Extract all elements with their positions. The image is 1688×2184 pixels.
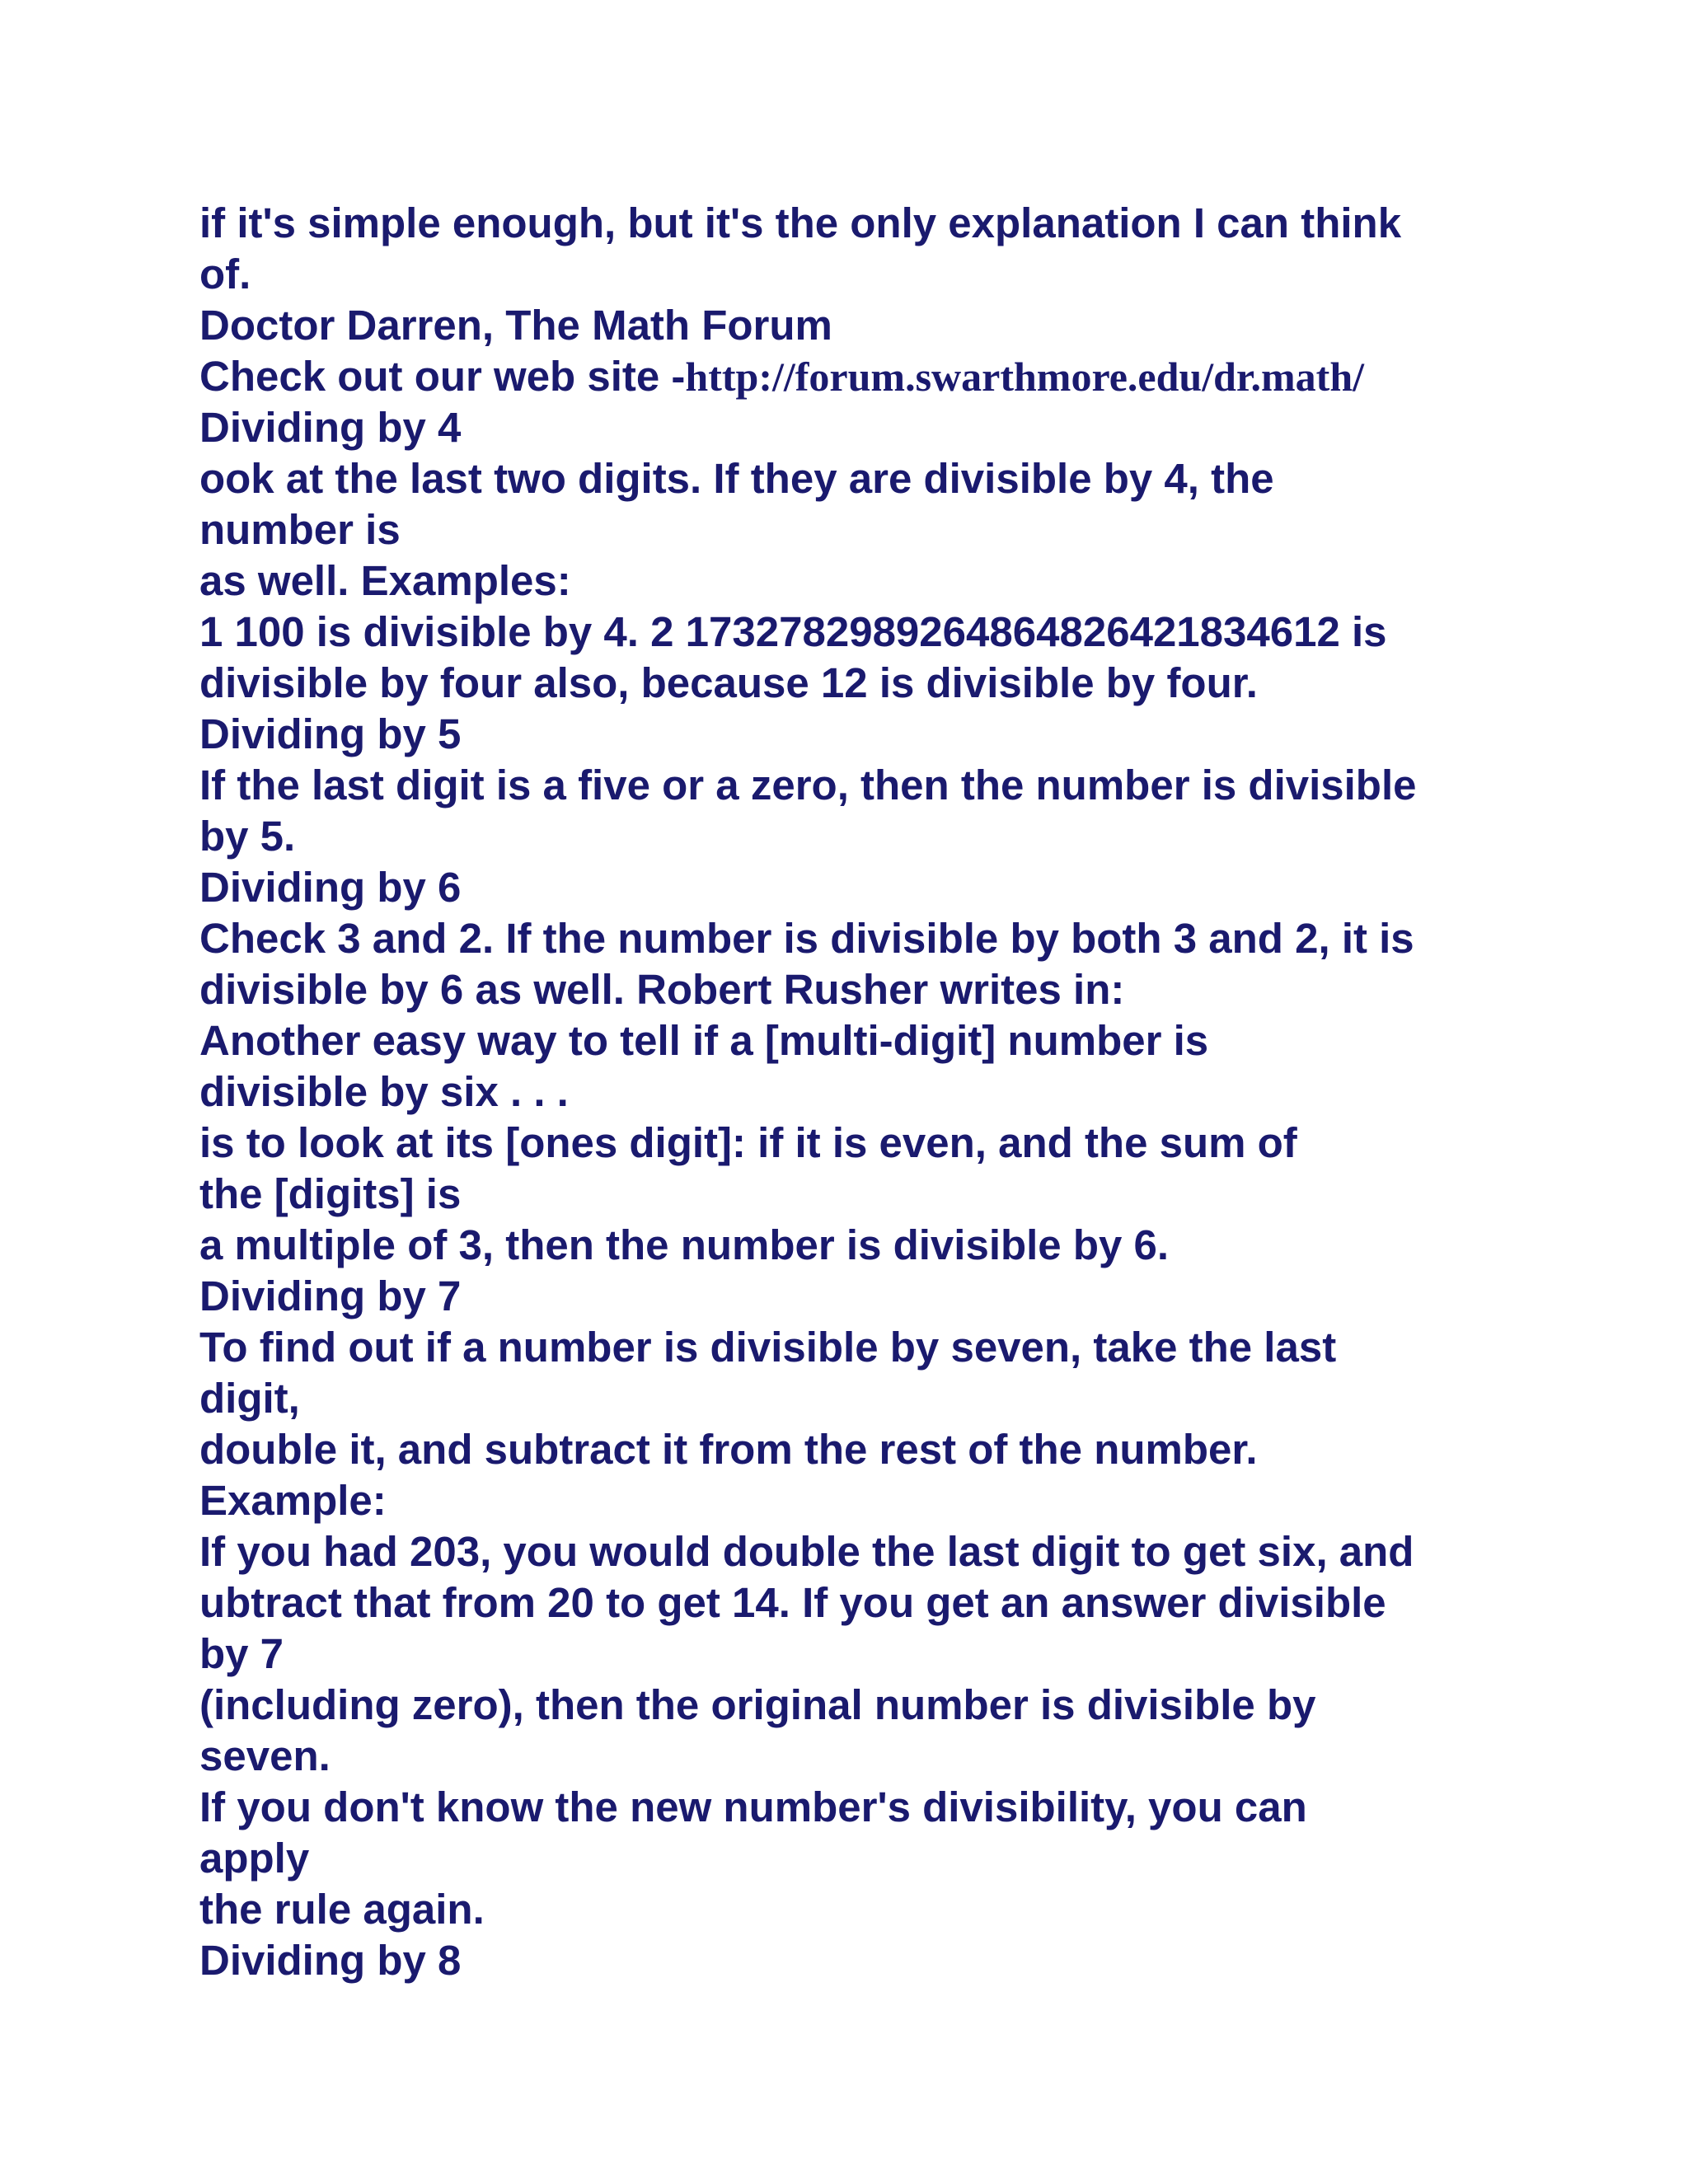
text-line: To find out if a number is divisible by seven, take the last xyxy=(199,1324,1337,1371)
signature-line: Doctor Darren, The Math Forum xyxy=(199,302,832,349)
section-heading: Dividing by 5 xyxy=(199,710,462,757)
text-line: by 5. xyxy=(199,813,296,860)
text-line: by 7 xyxy=(199,1630,284,1677)
text-line: Check 3 and 2. If the number is divisible by both 3 and 2, it is xyxy=(199,915,1414,962)
text-line: divisible by 6 as well. Robert Rusher writes in: xyxy=(199,966,1125,1013)
text-line: double it, and subtract it from the rest of the number. xyxy=(199,1426,1258,1473)
text-line: the rule again. xyxy=(199,1886,485,1933)
text-line: ook at the last two digits. If they are divisible by 4, the xyxy=(199,455,1274,502)
section-heading: Dividing by 4 xyxy=(199,404,462,451)
text-line: 1 100 is divisible by 4. 2 1732782989264864826421834612 is xyxy=(199,608,1387,655)
website-line xyxy=(199,351,1502,402)
section-heading: Dividing by 8 xyxy=(199,1937,462,1984)
text-line: the [digits] is xyxy=(199,1170,462,1217)
website-label: Check out our web site - xyxy=(199,353,686,400)
text-line: of. xyxy=(199,251,251,298)
section-heading: Dividing by 6 xyxy=(199,864,462,911)
document-body xyxy=(199,198,1502,1986)
text-line: a multiple of 3, then the number is divisible by 6. xyxy=(199,1221,1170,1268)
text-line: If you don't know the new number's divisibility, you can xyxy=(199,1783,1307,1830)
text-line: Another easy way to tell if a [multi-digit] number is xyxy=(199,1017,1209,1064)
text-line: If you had 203, you would double the last digit to get six, and xyxy=(199,1528,1414,1575)
section-heading: Dividing by 7 xyxy=(199,1272,462,1319)
text-line: digit, xyxy=(199,1375,300,1422)
text-line: divisible by four also, because 12 is divisible by four. xyxy=(199,659,1258,706)
text-line: Example: xyxy=(199,1477,387,1524)
text-line: number is xyxy=(199,506,401,553)
text-line: ubtract that from 20 to get 14. If you get an answer divisible xyxy=(199,1579,1386,1626)
text-line: (including zero), then the original number is divisible by xyxy=(199,1681,1316,1728)
website-url: http://forum.swarthmore.edu/dr.math/ xyxy=(685,354,1365,400)
text-line: apply xyxy=(199,1835,310,1882)
text-line: divisible by six . . . xyxy=(199,1068,569,1115)
text-line: If the last digit is a five or a zero, then the number is divisible xyxy=(199,762,1417,808)
text-line: is to look at its [ones digit]: if it is even, and the sum of xyxy=(199,1119,1297,1166)
text-line: if it's simple enough, but it's the only explanation I can think xyxy=(199,199,1402,246)
text-line: seven. xyxy=(199,1732,331,1779)
text-line: as well. Examples: xyxy=(199,557,571,604)
